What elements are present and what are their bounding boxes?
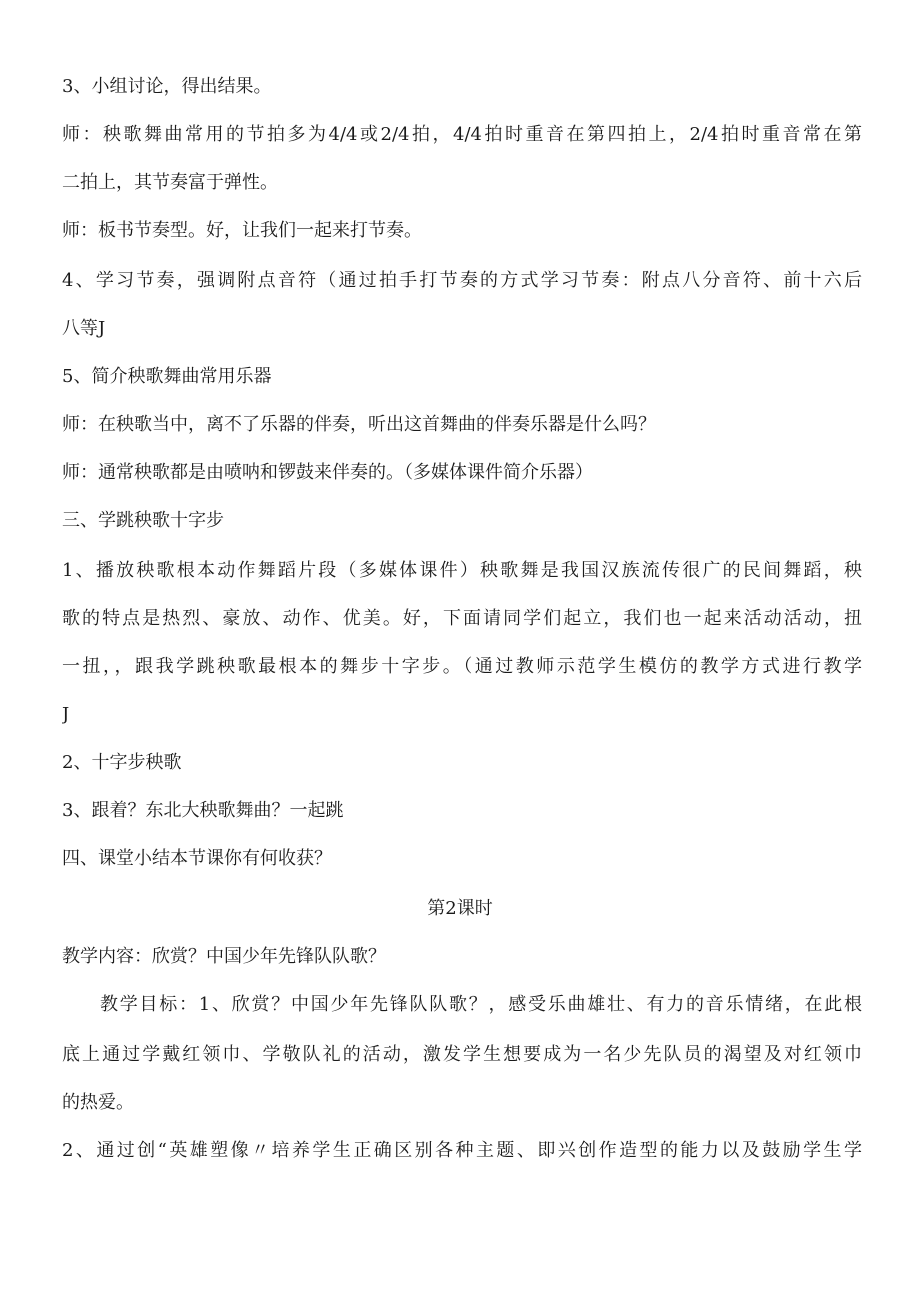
text-line-step-3-discussion: 3、小组讨论，得出结果。 (62, 76, 272, 97)
text-line-step-1-video: 1、播放秧歌根本动作舞蹈片段（多媒体课件）秧歌舞是我国汉族流传很广的民间舞蹈，秧 (62, 560, 862, 581)
text-line-step-2-cross-step: 2、十字步秧歌 (62, 752, 182, 773)
text-line-teacher-instruments: 师：通常秧歌都是由喷呐和锣鼓来伴奏的。（多媒体课件简介乐器） (62, 462, 593, 483)
text-line-teacher-meter: 师：秧歌舞曲常用的节拍多为4/4或2/4拍，4/4拍时重音在第四拍上，2/4拍时重音常在第 (62, 124, 862, 145)
text-line-teacher-rhythm-type: 师：板书节奏型。好，让我们一起来打节奏。 (62, 220, 422, 241)
text-line-step-5-instruments: 5、简介秧歌舞曲常用乐器 (62, 366, 272, 387)
text-line-teaching-goal-cont-2: 的热爱。 (62, 1092, 134, 1113)
text-line-goal-2: 2、通过创“英雄塑像〃培养学生正确区别各种主题、即兴创作造型的能力以及鼓励学生学 (62, 1140, 862, 1161)
lesson-title: 第2课时 (427, 898, 493, 919)
text-line-teacher-question: 师：在秧歌当中，离不了乐器的伴奏，听出这首舞曲的伴奏乐器是什么吗？ (62, 414, 656, 435)
text-line-step-4-cont: 八等J (62, 318, 106, 339)
section-heading-three: 三、学跳秧歌十字步 (62, 510, 224, 531)
section-heading-four: 四、课堂小结本节课你有何收获？ (62, 848, 332, 869)
text-line-teaching-goal-cont-1: 底上通过学戴红领巾、学敬队礼的活动，激发学生想要成为一名少先队员的渴望及对红领巾 (62, 1044, 862, 1065)
text-line-step-1-cont-3: J (62, 704, 70, 725)
text-line-step-1-cont-2: 一扭，，跟我学跳秧歌最根本的舞步十字步。（通过教师示范学生模仿的教学方式进行教学 (62, 656, 862, 677)
text-line-teaching-content: 教学内容：欣赏？中国少年先锋队队歌？ (62, 946, 386, 967)
text-line-step-4-rhythm: 4、学习节奏，强调附点音符（通过拍手打节奏的方式学习节奏：附点八分音符、前十六后 (62, 270, 862, 291)
text-line-step-3-dance: 3、跟着？东北大秧歌舞曲？一起跳 (62, 800, 344, 821)
text-line-step-1-cont-1: 歌的特点是热烈、豪放、动作、优美。好，下面请同学们起立，我们也一起来活动活动，扭 (62, 608, 862, 629)
text-line-rhythm-elastic: 二拍上，其节奏富于弹性。 (62, 172, 278, 193)
text-line-teaching-goal: 教学目标：1、欣赏？中国少年先锋队队歌？，感受乐曲雄壮、有力的音乐情绪，在此根 (100, 994, 862, 1015)
